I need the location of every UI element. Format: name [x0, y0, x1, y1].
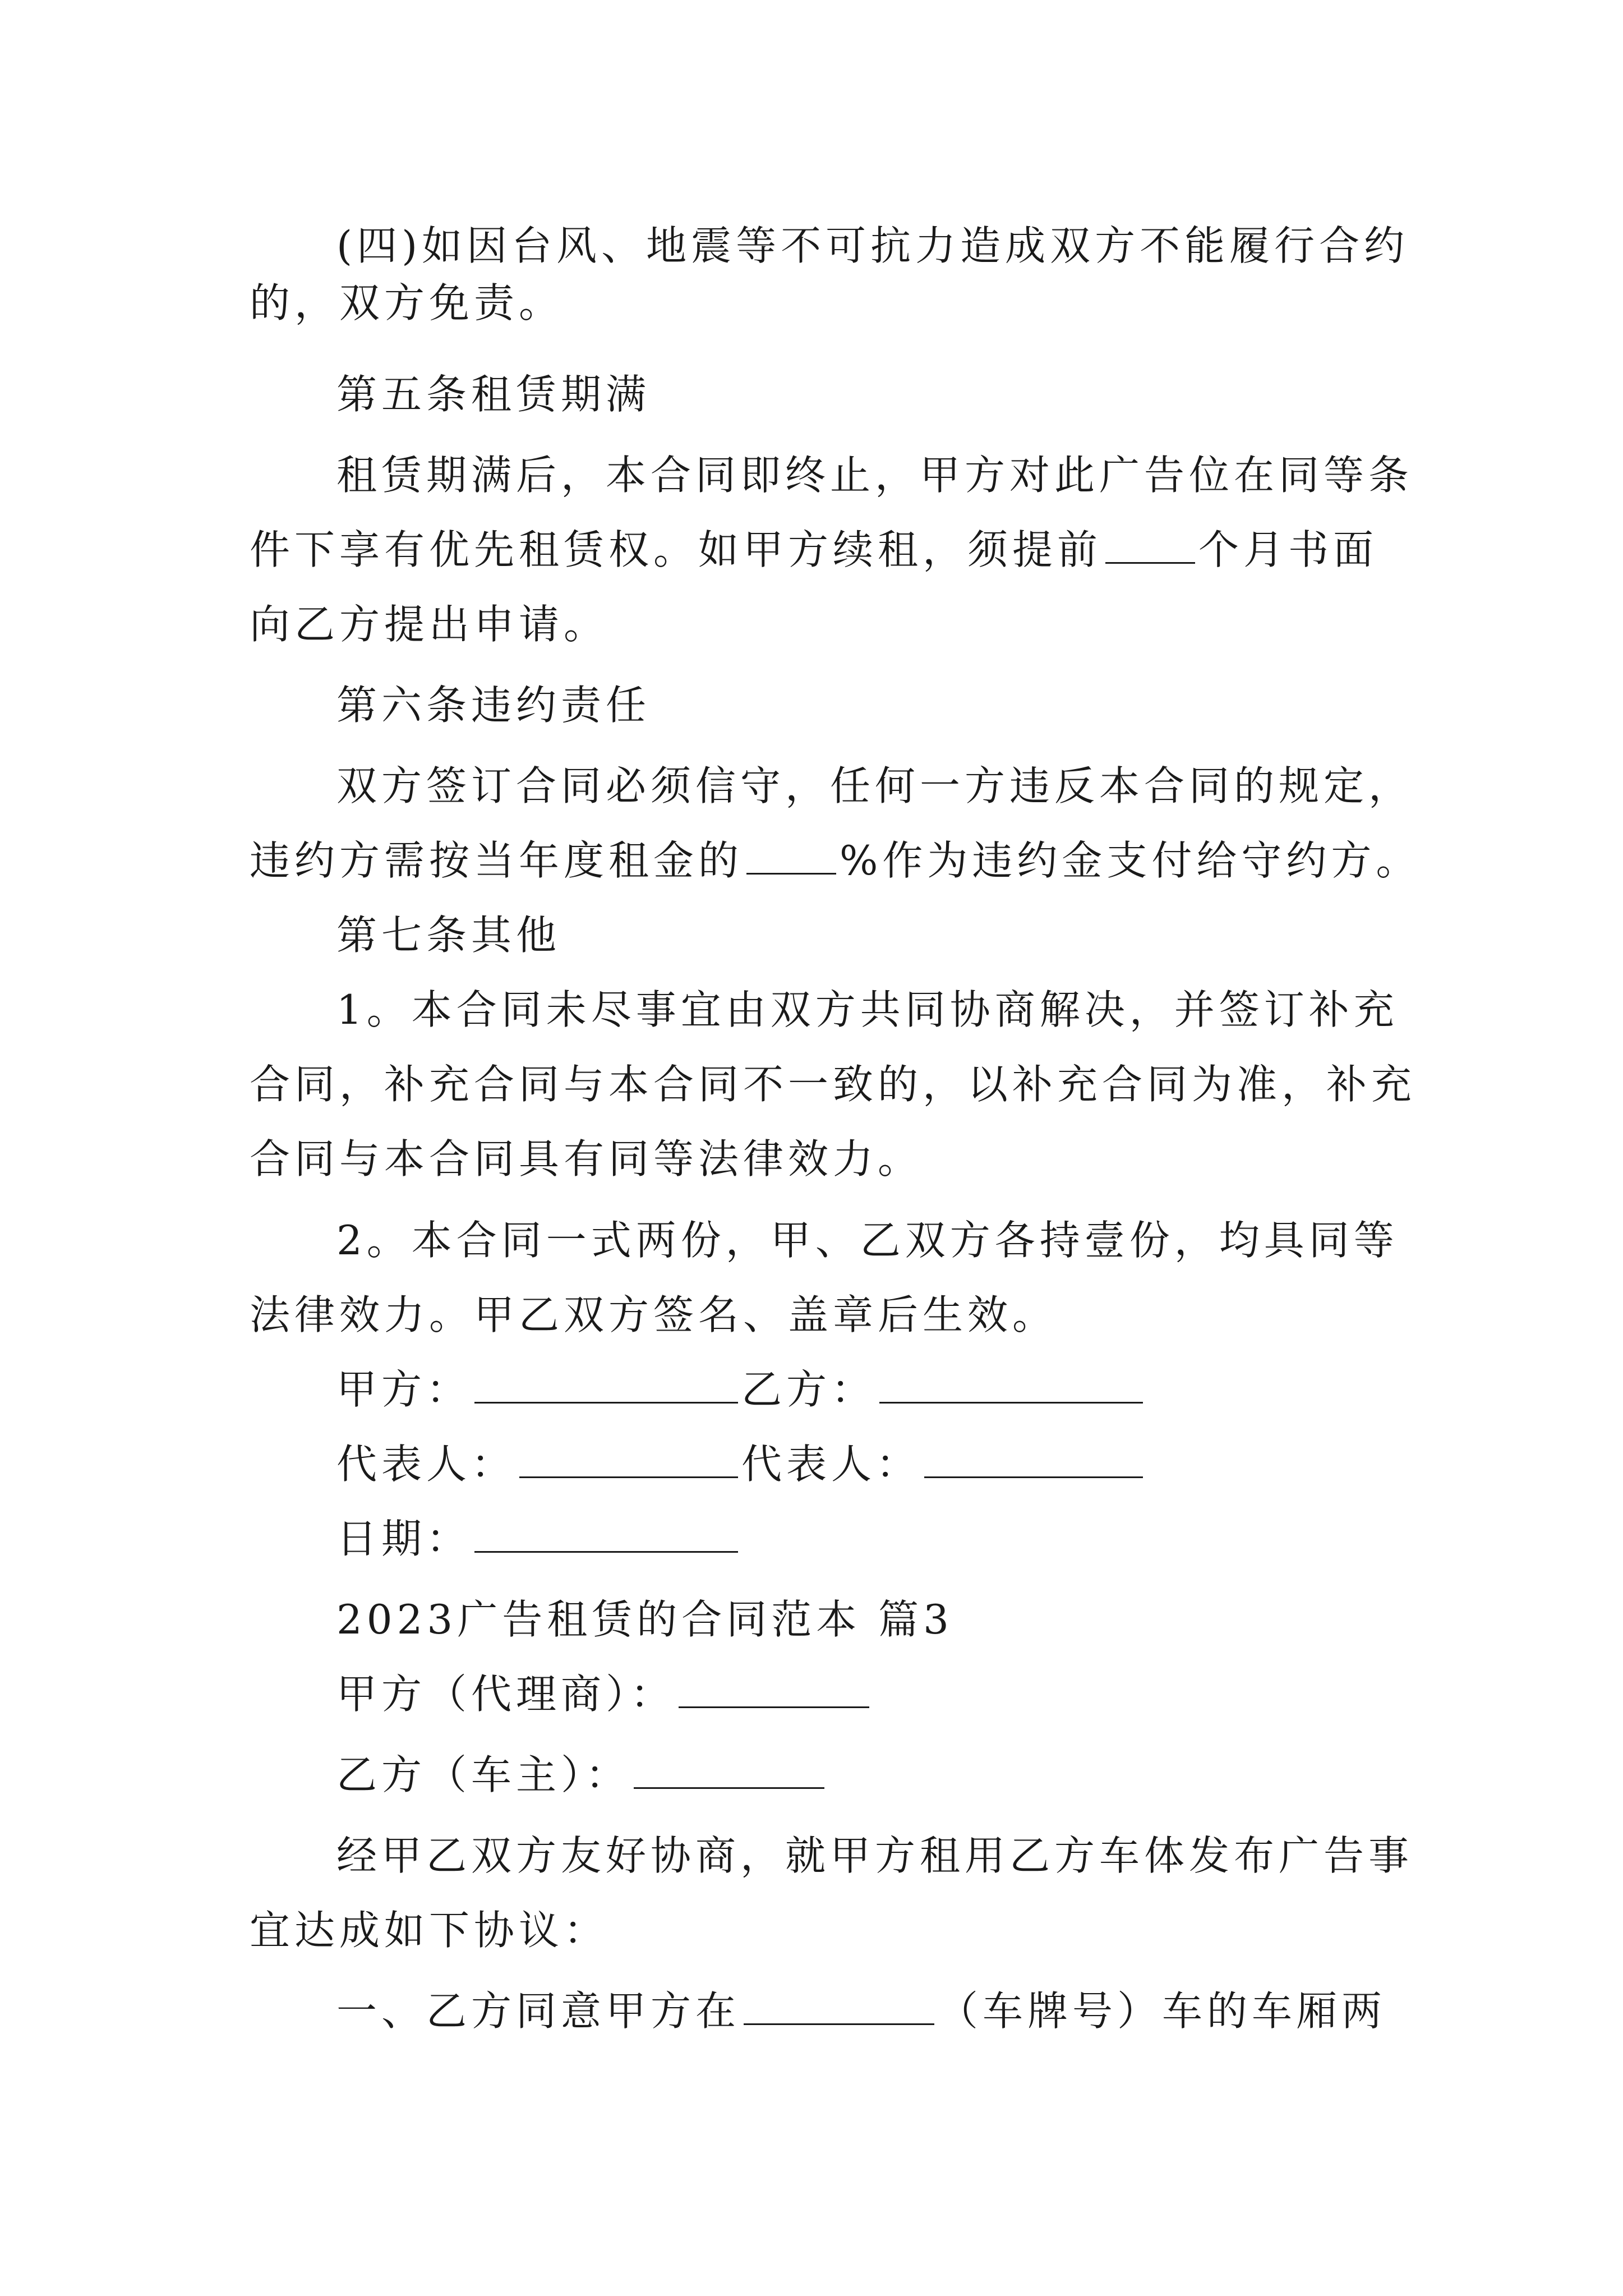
article-7-item2-line1: [336, 1212, 1399, 1268]
signature-representative-line: [336, 1436, 1146, 1492]
clause-force-majeure-line2: [250, 275, 564, 331]
text: 合同，补充合同与本合同不一致的，以补充合同为准，补充: [250, 1061, 1417, 1108]
text: 第六条违约责任: [336, 682, 651, 729]
article-7-item1-line1: [336, 982, 1399, 1038]
text: 乙方（车主）：: [336, 1751, 631, 1798]
text: 宜达成如下协议：: [250, 1907, 609, 1954]
party-b-owner-line: [336, 1747, 828, 1803]
text: 经甲乙双方友好协商，就甲方租用乙方车体发布广告事: [336, 1832, 1414, 1879]
text: 双方签订合同必须信守，任何一方违反本合同的规定，: [336, 762, 1414, 809]
text: 1。本合同未尽事宜由双方共同协商解决，并签订补充: [336, 986, 1399, 1033]
article-7-item1-line2: [250, 1056, 1416, 1112]
clause-force-majeure-line1: [336, 218, 1409, 274]
text: 件下享有优先租赁权。如甲方续租，须提前: [250, 526, 1103, 573]
heading-article-6: [336, 677, 651, 733]
text: 代表人：: [741, 1441, 921, 1488]
article-7-item2-line2: [250, 1287, 1057, 1343]
agreement-intro-line1: [336, 1828, 1413, 1884]
text: 的，双方免责。: [250, 279, 564, 326]
text: (四)如因台风、地震等不可抗力造成双方不能履行合约: [336, 222, 1409, 269]
blank-date: [474, 1516, 738, 1553]
text: 个月书面: [1198, 526, 1378, 573]
signature-party-line: [336, 1361, 1146, 1418]
blank-months: [1105, 527, 1195, 564]
text: 第五条租赁期满: [336, 371, 651, 418]
text: 第七条其他: [336, 912, 561, 959]
article-6-line2: [250, 832, 1421, 889]
heading-article-5: [336, 366, 651, 422]
text: 日期：: [336, 1515, 472, 1562]
party-a-agent-line: [336, 1666, 873, 1722]
text: 合同与本合同具有同等法律效力。: [250, 1135, 923, 1182]
agreement-intro-line2: [250, 1902, 608, 1958]
blank-representative-a: [519, 1442, 738, 1478]
text: 违约方需按当年度租金的: [250, 837, 744, 884]
blank-owner: [634, 1752, 824, 1789]
heading-article-7: [336, 907, 561, 963]
blank-plate-number: [744, 1989, 934, 2025]
text: 向乙方提出申请。: [250, 601, 609, 648]
text: 2023广告租赁的合同范本 篇3: [336, 1596, 953, 1643]
text: 租赁期满后，本合同即终止，甲方对此广告位在同等条: [336, 452, 1414, 499]
article-7-item1-line3: [250, 1131, 923, 1187]
text: 代表人：: [336, 1441, 517, 1488]
clause-1-line1: [336, 1983, 1386, 2039]
text: （车牌号）车的车厢两: [938, 1987, 1387, 2035]
text: %作为违约金支付给守约方。: [840, 837, 1421, 884]
article-5-line2: [250, 522, 1378, 578]
signature-date-line: [336, 1511, 741, 1567]
blank-party-a: [474, 1367, 738, 1404]
article-5-line3: [250, 596, 608, 652]
article-5-line1: [336, 447, 1413, 503]
text: 2。本合同一式两份，甲、乙双方各持壹份，均具同等: [336, 1217, 1399, 1264]
section-title-part3: [336, 1591, 953, 1648]
text: 甲方：: [336, 1366, 472, 1413]
blank-agent: [679, 1672, 869, 1708]
blank-representative-b: [924, 1442, 1143, 1478]
blank-penalty-percent: [746, 838, 836, 875]
blank-party-b: [879, 1367, 1143, 1404]
text: 法律效力。甲乙双方签名、盖章后生效。: [250, 1291, 1058, 1338]
text: 乙方：: [741, 1366, 877, 1413]
text: 一、乙方同意甲方在: [336, 1987, 741, 2035]
article-6-line1: [336, 758, 1413, 814]
text: 甲方（代理商）：: [336, 1671, 676, 1718]
